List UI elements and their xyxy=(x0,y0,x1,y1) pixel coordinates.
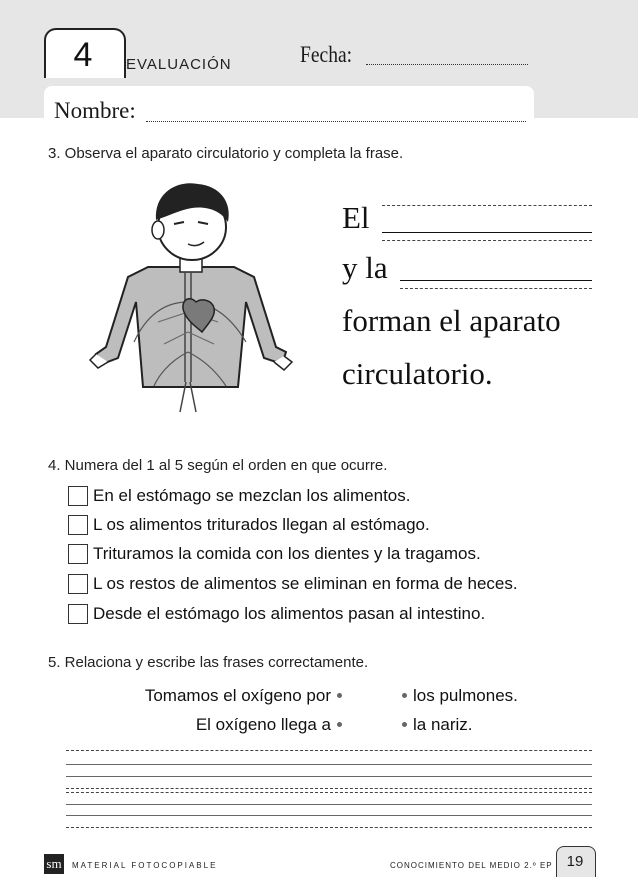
match-left-2: El oxígeno llega a xyxy=(195,715,331,734)
writing-line[interactable] xyxy=(66,815,592,816)
answer-blank-2[interactable] xyxy=(400,280,592,281)
writing-line[interactable] xyxy=(66,764,592,765)
question-4-prompt: 4. Numera del 1 al 5 según el orden en que ocurre. xyxy=(48,457,388,474)
footer-right-text: CONOCIMIENTO DEL MEDIO 2.º EP xyxy=(390,861,553,870)
nombre-field[interactable] xyxy=(146,121,526,122)
nombre-label: Nombre: xyxy=(54,98,136,123)
order-box-3[interactable] xyxy=(68,544,88,564)
writing-line[interactable] xyxy=(66,827,592,828)
footer-left-text: MATERIAL FOTOCOPIABLE xyxy=(72,861,218,870)
match-dot-right-1[interactable] xyxy=(402,693,407,698)
writing-line[interactable] xyxy=(66,750,592,751)
answer-blank-1[interactable] xyxy=(382,232,592,233)
match-right-2: la nariz. xyxy=(413,715,473,734)
order-box-5[interactable] xyxy=(68,604,88,624)
fecha-label: Fecha: xyxy=(300,42,353,67)
sentence-line-2: y la xyxy=(342,250,388,285)
order-item-3: Trituramos la comida con los dientes y la tragamos. xyxy=(93,544,481,563)
order-box-4[interactable] xyxy=(68,574,88,594)
order-item-2: L os alimentos triturados llegan al estómago. xyxy=(93,515,430,534)
question-5-prompt: 5. Relaciona y escribe las frases correctamente. xyxy=(48,654,369,671)
writing-line[interactable] xyxy=(66,776,592,777)
guide-line xyxy=(382,240,592,241)
publisher-logo xyxy=(44,854,64,874)
sentence-line-4: circulatorio. xyxy=(342,356,493,391)
guide-line xyxy=(382,205,592,206)
writing-line[interactable] xyxy=(66,788,592,789)
guide-line xyxy=(400,288,592,289)
sentence-line-3: forman el aparato xyxy=(342,303,561,338)
boy-circulatory-illustration xyxy=(88,172,298,422)
order-box-1[interactable] xyxy=(68,486,88,506)
page-number: 19 xyxy=(566,853,584,870)
writing-line[interactable] xyxy=(66,804,592,805)
match-right-1: los pulmones. xyxy=(413,686,518,705)
match-dot-left-2[interactable] xyxy=(337,722,342,727)
order-item-1: En el estómago se mezclan los alimentos. xyxy=(93,486,411,505)
order-item-5: Desde el estómago los alimentos pasan al intestino. xyxy=(93,604,486,623)
order-item-4: L os restos de alimentos se eliminan en forma de heces. xyxy=(93,574,518,593)
match-dot-left-1[interactable] xyxy=(337,693,342,698)
question-3-prompt: 3. Observa el aparato circulatorio y completa la frase. xyxy=(48,145,404,162)
sentence-line-1: El xyxy=(342,200,370,235)
publisher-logo-text: sm xyxy=(46,856,62,871)
writing-line[interactable] xyxy=(66,792,592,793)
fecha-field[interactable] xyxy=(366,64,528,65)
order-box-2[interactable] xyxy=(68,515,88,535)
unit-number: 4 xyxy=(73,36,93,74)
match-left-1: Tomamos el oxígeno por xyxy=(144,686,331,705)
evaluation-label: EVALUACIÓN xyxy=(126,56,232,73)
match-dot-right-2[interactable] xyxy=(402,722,407,727)
